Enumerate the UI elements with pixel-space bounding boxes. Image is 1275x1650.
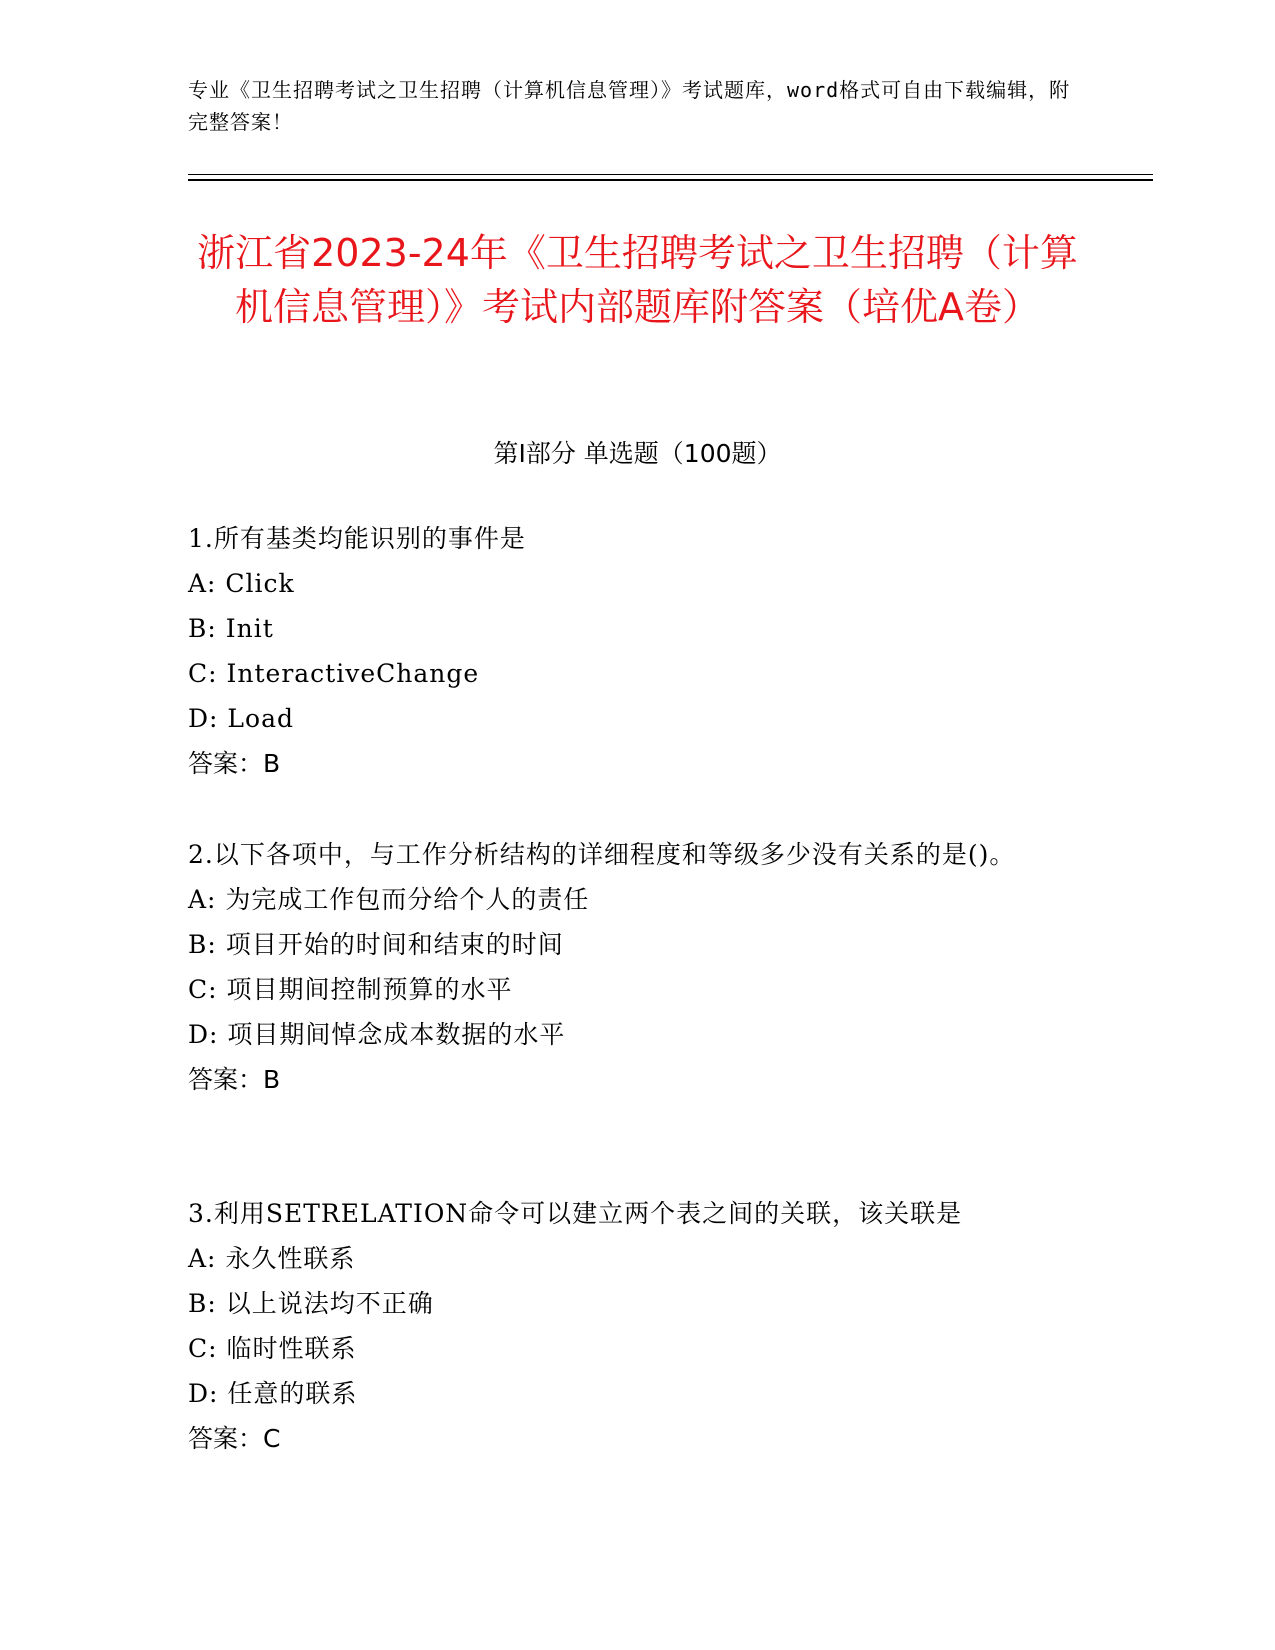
question-2 (188, 832, 1088, 1102)
header-divider-thin (188, 174, 1153, 175)
option-a: A: Click (188, 569, 295, 598)
section-heading: 第I部分 单选题（100题） (493, 439, 782, 468)
option-b: B: 项目开始的时间和结束的时间 (188, 930, 564, 959)
option-b: B: 以上说法均不正确 (188, 1289, 434, 1318)
option-c: C: 项目期间控制预算的水平 (188, 975, 513, 1004)
answer: 答案：B (188, 1065, 281, 1094)
option-c: C: InteractiveChange (188, 659, 480, 688)
question-1 (188, 516, 1088, 786)
document-title: 浙江省2023-24年《卫生招聘考试之卫生招聘（计算机信息管理）》考试内部题库附答案（培优A卷） (197, 231, 1078, 329)
question-stem: 2.以下各项中，与工作分析结构的详细程度和等级多少没有关系的是()。 (188, 840, 1016, 869)
option-a: A: 永久性联系 (188, 1244, 356, 1273)
answer: 答案：C (188, 1424, 281, 1453)
option-d: D: 任意的联系 (188, 1379, 358, 1408)
answer: 答案：B (188, 749, 281, 778)
option-d: D: Load (188, 704, 294, 733)
header-divider-thick (188, 179, 1153, 181)
option-c: C: 临时性联系 (188, 1334, 357, 1363)
header-note: 专业《卫生招聘考试之卫生招聘（计算机信息管理）》考试题库，word格式可自由下载编辑，附完整答案！ (188, 78, 1071, 134)
question-stem: 1.所有基类均能识别的事件是 (188, 524, 526, 553)
question-3 (188, 1191, 1088, 1461)
option-b: B: Init (188, 614, 274, 643)
question-stem: 3.利用SETRELATION命令可以建立两个表之间的关联，该关联是 (188, 1199, 963, 1228)
option-a: A: 为完成工作包而分给个人的责任 (188, 885, 590, 914)
option-d: D: 项目期间悼念成本数据的水平 (188, 1020, 566, 1049)
